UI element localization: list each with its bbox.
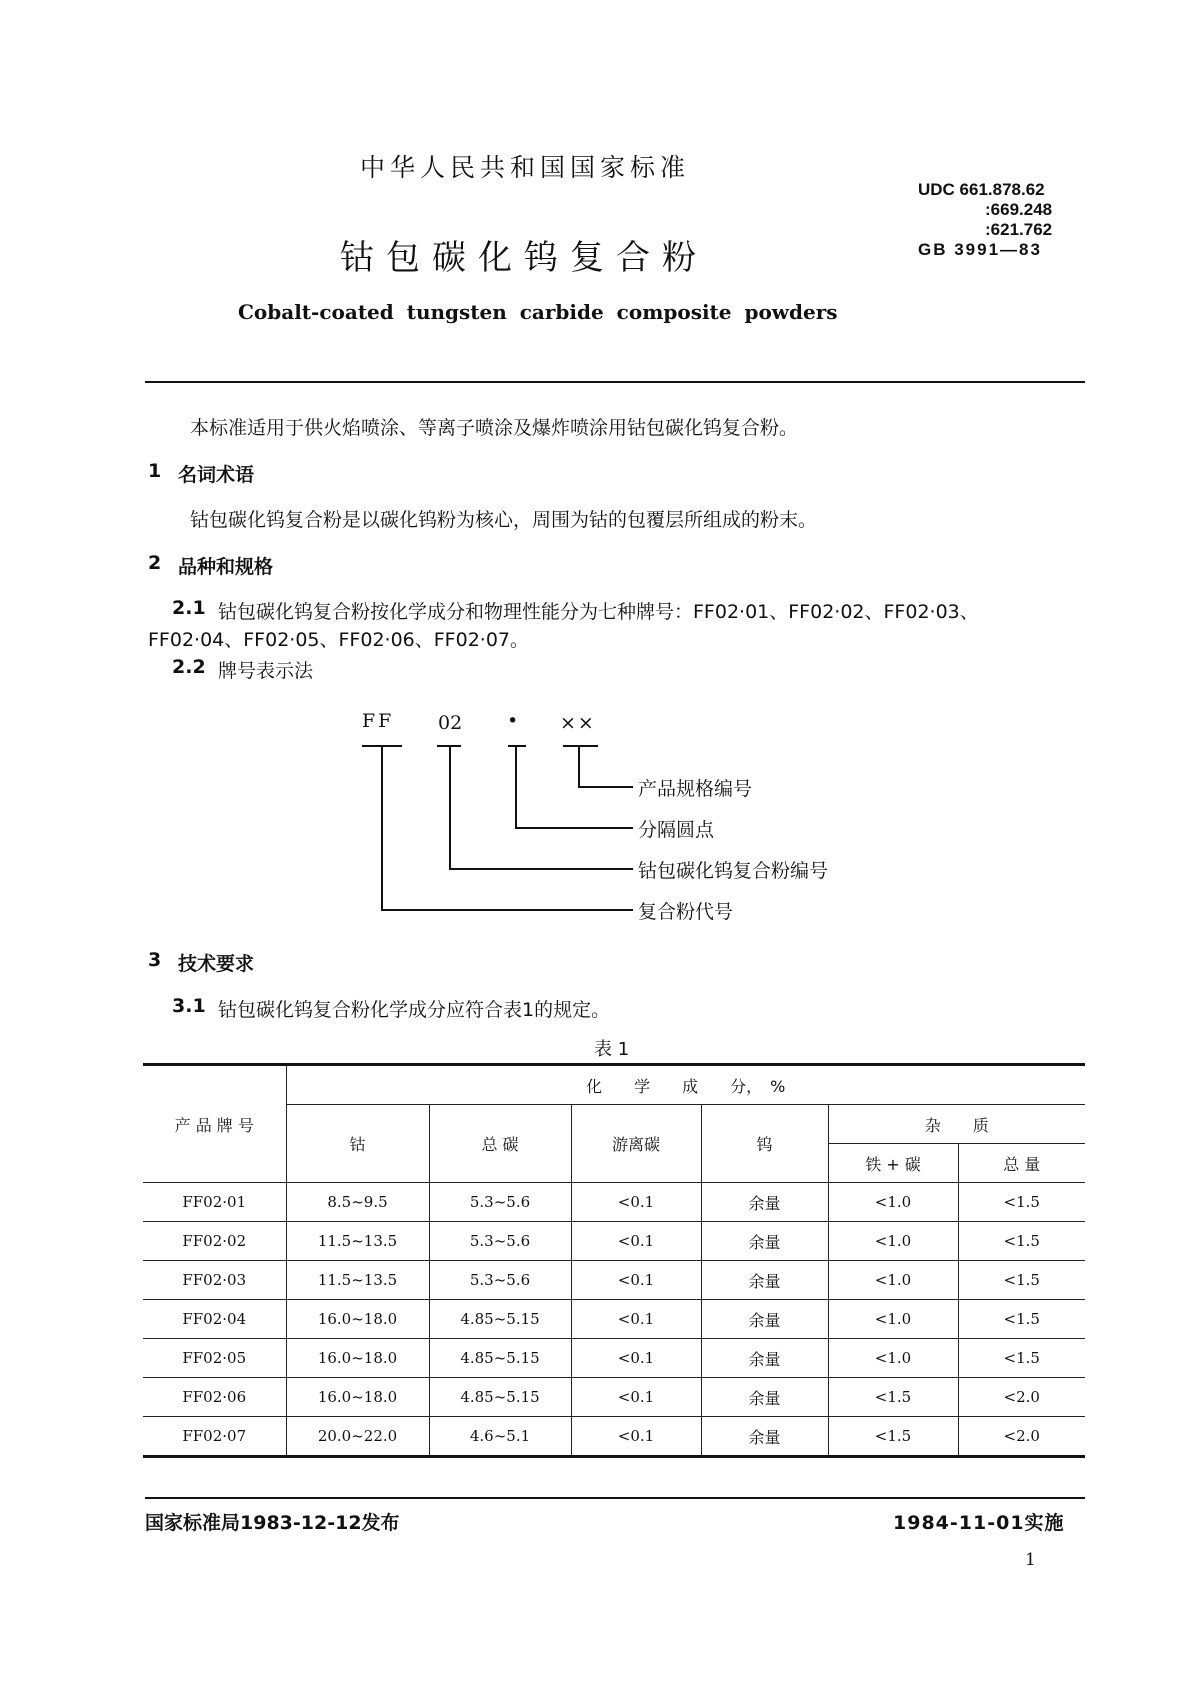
cell-w: 余量	[701, 1378, 828, 1417]
cell-tc: 4.85~5.15	[429, 1339, 571, 1378]
section-3-title: 技术要求	[178, 953, 255, 975]
cell-grade: FF02·05	[143, 1339, 286, 1378]
cell-fc: <0.1	[571, 1261, 701, 1300]
diagram-leader-ff	[381, 909, 633, 911]
document-title-cn: 钴包碳化钨复合粉	[340, 238, 708, 278]
diagram-leader-code	[449, 868, 633, 870]
header-free-carbon: 游离碳	[571, 1105, 701, 1183]
cell-fe: <1.5	[828, 1378, 958, 1417]
intro-paragraph: 本标准适用于供火焰喷涂、等离子喷涂及爆炸喷涂用钴包碳化钨复合粉。	[190, 417, 799, 439]
header-chemical-composition: 化 学 成 分， %	[286, 1065, 1085, 1105]
header-total-carbon: 总 碳	[429, 1105, 571, 1183]
cell-w: 余量	[701, 1300, 828, 1339]
cell-fe: <1.0	[828, 1222, 958, 1261]
cell-w: 余量	[701, 1261, 828, 1300]
section-3-1-text: 钴包碳化钨复合粉化学成分应符合表1的规定。	[218, 999, 611, 1021]
table-row	[143, 1183, 1085, 1222]
cell-fe: <1.0	[828, 1261, 958, 1300]
cell-total: <1.5	[958, 1339, 1085, 1378]
issued-by: 国家标准局1983-12-12发布	[145, 1512, 400, 1534]
section-1-title: 名词术语	[178, 464, 255, 486]
cell-co: 16.0~18.0	[286, 1300, 429, 1339]
table-row	[143, 1222, 1085, 1261]
table-row	[143, 1339, 1085, 1378]
udc-line-2: :669.248	[985, 200, 1053, 219]
cell-tc: 4.85~5.15	[429, 1300, 571, 1339]
footer-rule	[145, 1497, 1085, 1499]
diagram-underline-xx	[563, 745, 598, 747]
header-rule	[145, 381, 1085, 383]
effective-date: 1984-11-01实施	[893, 1512, 1065, 1534]
cell-total: <2.0	[958, 1378, 1085, 1417]
cell-fc: <0.1	[571, 1378, 701, 1417]
cell-fc: <0.1	[571, 1183, 701, 1222]
cell-grade: FF02·06	[143, 1378, 286, 1417]
diagram-label-dot: 分隔圆点	[638, 819, 715, 841]
cell-tc: 5.3~5.6	[429, 1261, 571, 1300]
cell-fe: <1.5	[828, 1417, 958, 1457]
header-cobalt: 钴	[286, 1105, 429, 1183]
section-2-1-line-2: FF02·04、FF02·05、FF02·06、FF02·07。	[148, 629, 530, 651]
section-2-2-number: 2.2	[172, 656, 206, 678]
page-number: 1	[1025, 1550, 1036, 1570]
table-row	[143, 1261, 1085, 1300]
diagram-stem-dot	[515, 745, 517, 827]
cell-tc: 5.3~5.6	[429, 1183, 571, 1222]
cell-w: 余量	[701, 1339, 828, 1378]
cell-fc: <0.1	[571, 1300, 701, 1339]
cell-tc: 4.6~5.1	[429, 1417, 571, 1457]
cell-co: 16.0~18.0	[286, 1339, 429, 1378]
table-row	[143, 1378, 1085, 1417]
cell-fc: <0.1	[571, 1339, 701, 1378]
diagram-code: 02	[438, 712, 463, 734]
cell-grade: FF02·02	[143, 1222, 286, 1261]
section-2-title: 品种和规格	[178, 556, 274, 578]
cell-total: <2.0	[958, 1417, 1085, 1457]
diagram-label-spec: 产品规格编号	[638, 778, 753, 800]
header-impurities: 杂 质	[828, 1105, 1085, 1144]
table-row	[143, 1417, 1085, 1457]
cell-grade: FF02·01	[143, 1183, 286, 1222]
cell-w: 余量	[701, 1183, 828, 1222]
section-1-number: 1	[148, 460, 162, 482]
cell-w: 余量	[701, 1222, 828, 1261]
cell-co: 11.5~13.5	[286, 1222, 429, 1261]
cell-total: <1.5	[958, 1300, 1085, 1339]
cell-co: 20.0~22.0	[286, 1417, 429, 1457]
section-3-number: 3	[148, 949, 162, 971]
cell-fc: <0.1	[571, 1417, 701, 1457]
diagram-ff: FF	[362, 710, 395, 732]
cell-total: <1.5	[958, 1222, 1085, 1261]
section-3-1-number: 3.1	[172, 995, 206, 1017]
diagram-xx: ××	[560, 712, 596, 734]
standard-name: 中华人民共和国国家标准	[360, 153, 691, 182]
cell-fc: <0.1	[571, 1222, 701, 1261]
chemical-composition-table	[143, 1063, 1085, 1458]
cell-tc: 4.85~5.15	[429, 1378, 571, 1417]
cell-fe: <1.0	[828, 1339, 958, 1378]
section-2-1-number: 2.1	[172, 597, 206, 619]
cell-fe: <1.0	[828, 1183, 958, 1222]
diagram-underline-dot	[508, 745, 526, 747]
document-title-en: Cobalt-coated tungsten carbide composite powders	[238, 300, 838, 324]
cell-grade: FF02·07	[143, 1417, 286, 1457]
cell-grade: FF02·04	[143, 1300, 286, 1339]
section-2-1-line-1: 钴包碳化钨复合粉按化学成分和物理性能分为七种牌号：FF02·01、FF02·02、FF02·03、	[218, 601, 979, 623]
section-1-text: 钴包碳化钨复合粉是以碳化钨粉为核心，周围为钴的包覆层所组成的粉末。	[190, 509, 818, 531]
header-total: 总 量	[958, 1144, 1085, 1183]
diagram-stem-ff	[381, 745, 383, 909]
diagram-stem-code	[449, 745, 451, 868]
diagram-leader-dot	[515, 827, 633, 829]
udc-line-3: :621.762	[985, 220, 1053, 239]
cell-co: 11.5~13.5	[286, 1261, 429, 1300]
cell-tc: 5.3~5.6	[429, 1222, 571, 1261]
diagram-label-ff: 复合粉代号	[638, 901, 734, 923]
section-2-2-title: 牌号表示法	[218, 660, 314, 682]
diagram-leader-xx	[578, 786, 633, 788]
cell-total: <1.5	[958, 1261, 1085, 1300]
udc-line-1: UDC 661.878.62	[918, 180, 1045, 199]
header-tungsten: 钨	[701, 1105, 828, 1183]
cell-grade: FF02·03	[143, 1261, 286, 1300]
diagram-dot: •	[507, 710, 519, 732]
table-caption: 表 1	[594, 1039, 630, 1060]
section-2-number: 2	[148, 552, 162, 574]
header-grade: 产 品 牌 号	[143, 1065, 286, 1183]
cell-fe: <1.0	[828, 1300, 958, 1339]
cell-w: 余量	[701, 1417, 828, 1457]
header-iron-carbon: 铁 + 碳	[828, 1144, 958, 1183]
diagram-stem-xx	[578, 745, 580, 786]
gb-code: GB 3991—83	[918, 240, 1042, 259]
cell-co: 8.5~9.5	[286, 1183, 429, 1222]
cell-co: 16.0~18.0	[286, 1378, 429, 1417]
cell-total: <1.5	[958, 1183, 1085, 1222]
table-row	[143, 1300, 1085, 1339]
diagram-label-code: 钴包碳化钨复合粉编号	[638, 860, 829, 882]
